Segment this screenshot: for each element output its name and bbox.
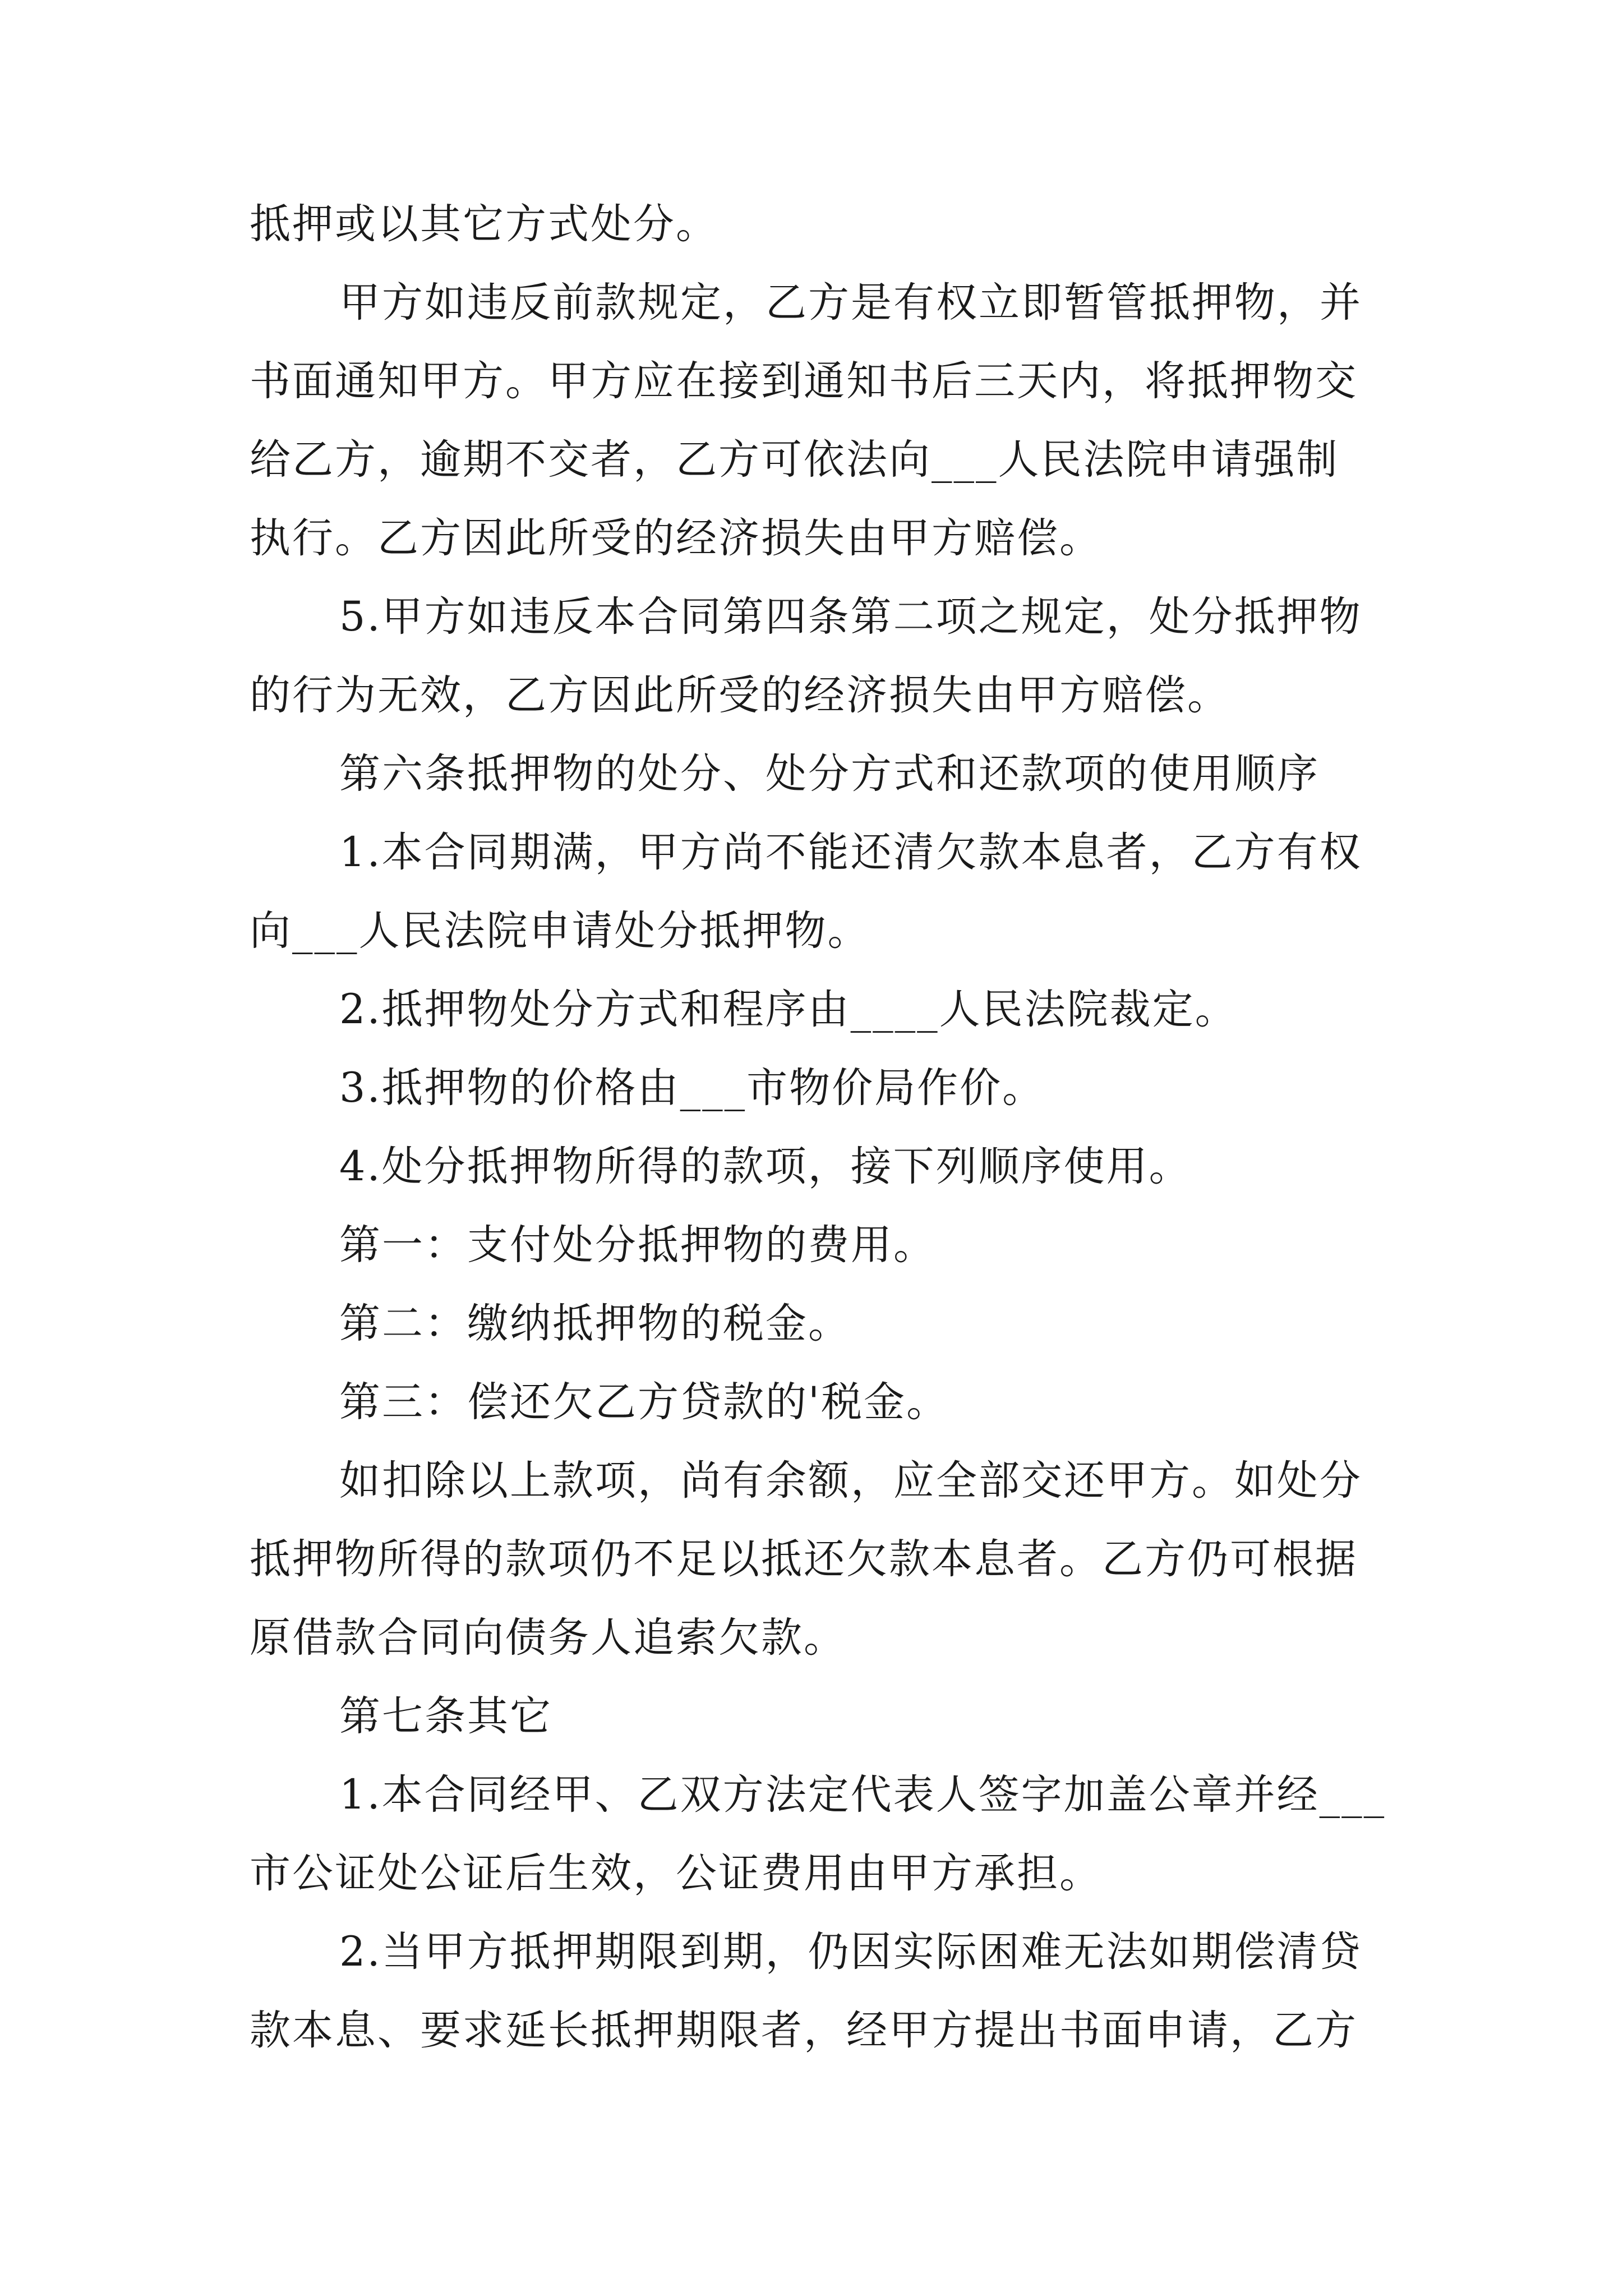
text-line: 2.当甲方抵押期限到期，仍因实际困难无法如期偿清贷 <box>339 1928 1362 1976</box>
text-line: 向___人民法院申请处分抵押物。 <box>250 907 870 955</box>
text-line: 第一：支付处分抵押物的费用。 <box>339 1221 936 1269</box>
text-line: 甲方如违反前款规定，乙方是有权立即暂管抵押物，并 <box>339 279 1362 326</box>
text-line: 原借款合同向债务人追索欠款。 <box>250 1614 846 1662</box>
document-page <box>250 185 1388 2070</box>
text-line: 2.抵押物处分方式和程序由____人民法院裁定。 <box>339 986 1238 1033</box>
text-line: 的行为无效，乙方因此所受的经济损失由甲方赔偿。 <box>250 671 1230 719</box>
text-line: 4.处分抵押物所得的款项，接下列顺序使用。 <box>339 1143 1192 1190</box>
text-line: 如扣除以上款项，尚有余额，应全部交还甲方。如处分 <box>339 1457 1362 1504</box>
text-line: 书面通知甲方。甲方应在接到通知书后三天内，将抵押物交 <box>250 357 1358 405</box>
text-line: 第二：缴纳抵押物的税金。 <box>339 1300 851 1347</box>
text-line: 1.本合同期满，甲方尚不能还清欠款本息者，乙方有权 <box>339 829 1362 876</box>
text-line: 执行。乙方因此所受的经济损失由甲方赔偿。 <box>250 514 1102 562</box>
section-heading-6: 第六条抵押物的处分、处分方式和还款项的使用顺序 <box>339 750 1320 798</box>
text-line: 第三：偿还欠乙方贷款的'税金。 <box>339 1378 949 1426</box>
text-line: 给乙方，逾期不交者，乙方可依法向___人民法院申请强制 <box>250 436 1339 484</box>
section-heading-7: 第七条其它 <box>339 1692 552 1740</box>
text-line: 1.本合同经甲、乙双方法定代表人签字加盖公章并经___ <box>339 1771 1386 1819</box>
text-line: 5.甲方如违反本合同第四条第二项之规定，处分抵押物 <box>339 593 1362 641</box>
text-line: 抵押物所得的款项仍不足以抵还欠款本息者。乙方仍可根据 <box>250 1535 1358 1583</box>
text-line: 抵押或以其它方式处分。 <box>250 200 718 248</box>
text-line: 3.抵押物的价格由___市物价局作价。 <box>339 1064 1045 1112</box>
text-line: 市公证处公证后生效，公证费用由甲方承担。 <box>250 1849 1102 1897</box>
text-line: 款本息、要求延长抵押期限者，经甲方提出书面申请，乙方 <box>250 2007 1358 2054</box>
